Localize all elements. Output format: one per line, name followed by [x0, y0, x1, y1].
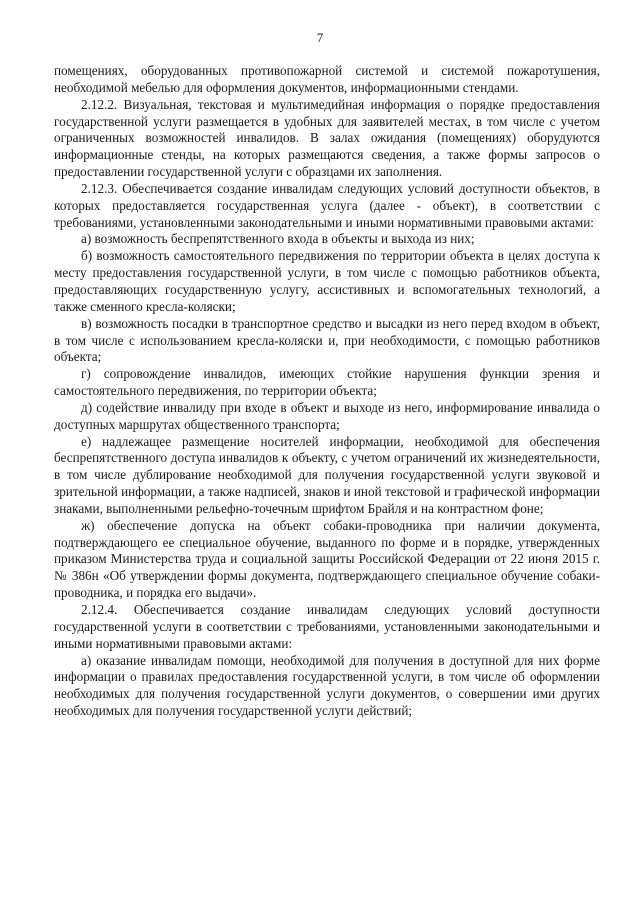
page-body — [54, 63, 600, 720]
list-item-v: в) возможность посадки в транспортное средство и высадки из него перед входом в объект, в том числе с использованием кресла-коляски и, при необходимости, с помощью работников объекта; — [54, 315, 600, 365]
paragraph-2-12-4: 2.12.4. Обеспечивается создание инвалидам следующих условий доступности государственной услуги в соответствии с требованиями, установленными законодательными и иными нормативными правовыми актами: — [54, 602, 600, 651]
list-item-zh: ж) обеспечение допуска на объект собаки-проводника при наличии документа, подтверждающего ее специальное обучение, выданного по форме и в порядке, утвержденных приказом Министерства труда и социальной защиты Российской Федерации от 22 июня 2015 г. № 386н «Об утверждении формы документа, подтверждающего специальное обучение собаки-проводника, и порядка его выдачи». — [54, 517, 600, 601]
paragraph-2-12-3: 2.12.3. Обеспечивается создание инвалидам следующих условий доступности объектов, в которых предоставляется государственная услуга (далее - объект), в соответствии с требованиями, установленными законодательными и иными нормативными правовыми актами: — [54, 180, 600, 230]
paragraph-2-12-2: 2.12.2. Визуальная, текстовая и мультимедийная информация о порядке предоставления государственной услуги размещается в удобных для заявителей местах, в том числе с учетом ограниченных возможностей инвалидов. В залах ожидания (помещениях) оборудуются информационные стенды, на которых размещаются сведения, а также формы запросов о предоставлении государственной услуги с образцами их заполнения. — [54, 96, 600, 180]
list-item-e: е) надлежащее размещение носителей информации, необходимой для обеспечения беспрепятственного доступа инвалидов к объекту, с учетом ограничений их жизнедеятельности, в том числе дублирование необходимой для получения государственной услуги звуковой и зрительной информации, а также надписей, знаков и иной текстовой и графической информации знаками, выполненными рельефно-точечным шрифтом Брайля и на контрастном фоне; — [54, 433, 600, 516]
list-item-g: г) сопровождение инвалидов, имеющих стойкие нарушения функции зрения и самостоятельного передвижения, по территории объекта; — [54, 366, 600, 399]
list-item-d: д) содействие инвалиду при входе в объект и выходе из него, информирование инвалида о доступных маршрутах общественного транспорта; — [54, 399, 600, 432]
list-item-b: б) возможность самостоятельного передвижения по территории объекта в целях доступа к месту предоставления государственной услуги, в том числе с помощью работников объекта, предоставляющих государственную услугу, ассистивных и вспомогательных технологий, а также сменного кресла-коляски; — [54, 248, 600, 314]
list-item-a: а) возможность беспрепятственного входа в объекты и выхода из них; — [81, 231, 475, 247]
list-item-a-2: а) оказание инвалидам помощи, необходимой для получения в доступной для них форме информации о правилах предоставления государственной услуги, в том числе об оформлении необходимых для получения государственной услуги документов, о совершении ими других необходимых для получения государственной услуги действий; — [54, 652, 600, 719]
page-number: 7 — [316, 30, 324, 45]
paragraph-continuation: помещениях, оборудованных противопожарной системой и системой пожаротушения, необходимой мебелью для оформления документов, информационными стендами. — [54, 63, 600, 95]
